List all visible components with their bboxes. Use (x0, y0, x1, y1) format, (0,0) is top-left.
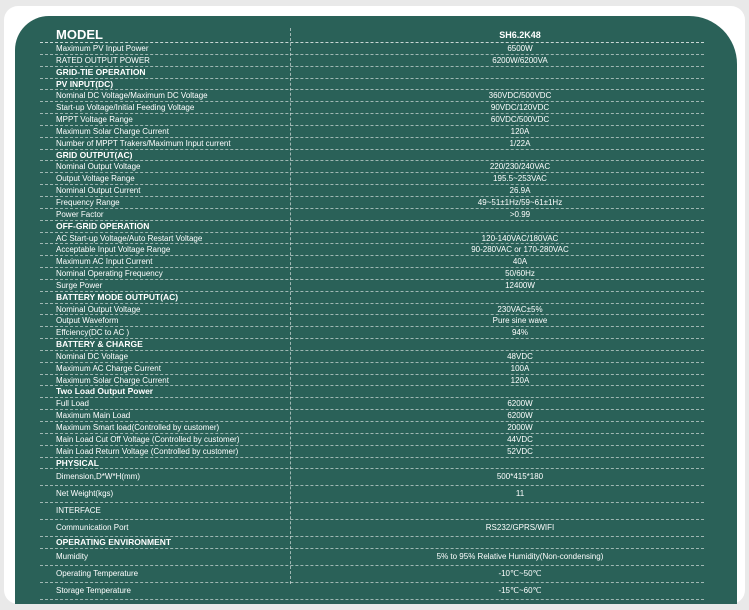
spec-label: Operating Temperature (56, 569, 139, 579)
spec-value: 2000W (507, 423, 533, 432)
model-value: SH6.2K48 (499, 30, 541, 40)
section-header-row (40, 150, 704, 162)
spec-label: Effciency(DC to AC ) (56, 328, 130, 338)
spec-row (40, 90, 704, 102)
spec-value: 11 (515, 489, 525, 499)
spec-row (40, 114, 704, 126)
spec-row (40, 102, 704, 114)
spec-value: 50/60Hz (505, 269, 535, 279)
spec-row (40, 315, 704, 327)
spec-value: 195.5~253VAC (493, 174, 547, 184)
spec-label: RATED OUTPUT POWER (56, 55, 150, 65)
spec-value: Pure sine wave (492, 316, 548, 326)
section-header-row (40, 339, 704, 351)
spec-value: 48VDC (507, 351, 533, 361)
spec-value: 6200W (507, 411, 533, 421)
spec-label: Number of MPPT Trakers/Maximum Input current (56, 138, 231, 148)
spec-value: >0.99 (509, 209, 531, 219)
spec-value: 500*415*180 (496, 472, 544, 482)
spec-row (40, 327, 704, 339)
spec-value: 40A (512, 257, 528, 267)
spec-row (40, 566, 704, 583)
spec-label: Main Load Cut Off Voltage (Controlled by customer) (56, 434, 240, 444)
section-title: GRID-TIE OPERATION (56, 66, 146, 77)
spec-row (40, 486, 704, 503)
section-title: BATTERY & CHARGE (56, 339, 143, 350)
spec-label: Nominal DC Voltage (56, 351, 129, 361)
section-header-row (40, 537, 704, 549)
spec-row (40, 233, 704, 245)
model-row (40, 28, 704, 43)
spec-label: Surge Power (56, 280, 103, 290)
spec-value: 230VAC±5% (497, 304, 543, 314)
section-title: Two Load Output Power (56, 386, 154, 397)
spec-rows (40, 43, 704, 600)
spec-label: Nominal Operating Frequency (56, 269, 163, 279)
spec-value: 44VDC (507, 434, 533, 444)
spec-row (40, 503, 704, 520)
spec-value: -15℃~60℃ (498, 586, 542, 596)
spec-row (40, 469, 704, 486)
spec-value: 90-280VAC or 170-280VAC (471, 245, 569, 255)
section-header-row (40, 79, 704, 91)
spec-row (40, 446, 704, 458)
spec-label: Start-up Voltage/Initial Feeding Voltage (56, 103, 195, 113)
spec-row (40, 280, 704, 292)
spec-row (40, 161, 704, 173)
spec-value: 220/230/240VAC (489, 162, 551, 172)
spec-value: 90VDC/120VDC (490, 103, 550, 113)
spec-row (40, 185, 704, 197)
spec-value: 1/22A (509, 138, 531, 148)
spec-row (40, 583, 704, 600)
spec-value: 120A (510, 375, 530, 385)
spec-value: 120-140VAC/180VAC (481, 233, 559, 243)
section-header-row (40, 67, 704, 79)
spec-label: Maximum AC Charge Current (56, 363, 161, 373)
spec-value: 5% to 95% Relative Humidity(Non-condensing) (436, 552, 604, 562)
spec-value: 26.9A (509, 186, 531, 196)
spec-label: Maximum Smart load(Controlled by customer) (56, 423, 220, 432)
spec-row (40, 363, 704, 375)
spec-label: Output Voltage Range (56, 174, 135, 184)
spec-value: 60VDC/500VDC (490, 115, 550, 125)
spec-row (40, 422, 704, 434)
spec-label: Dimension,D*W*H(mm) (56, 472, 141, 482)
spec-row (40, 410, 704, 422)
spec-row (40, 138, 704, 150)
section-title: GRID OUTPUT(AC) (56, 149, 133, 160)
spec-value: 94% (511, 328, 528, 338)
spec-row (40, 126, 704, 138)
spec-value: 49~51±1Hz/59~61±1Hz (477, 197, 563, 207)
section-header-row (40, 292, 704, 304)
spec-row (40, 55, 704, 67)
spec-label: INTERFACE (56, 506, 101, 516)
spec-value: 6500W (507, 44, 533, 53)
spec-label: Maximum Main Load (56, 411, 131, 421)
spec-row (40, 173, 704, 185)
spec-label: MPPT Voltage Range (56, 115, 133, 125)
spec-row (40, 375, 704, 387)
spec-row (40, 43, 704, 55)
spec-label: Nominal Output Voltage (56, 162, 141, 172)
spec-label: Nominal DC Voltage/Maximum DC Voltage (56, 91, 208, 101)
section-title: PV INPUT(DC) (56, 78, 114, 89)
spec-label: Communication Port (56, 523, 129, 533)
section-title: PHYSICAL (56, 457, 99, 468)
spec-label: Power Factor (56, 209, 104, 219)
section-title: BATTERY MODE OUTPUT(AC) (56, 291, 179, 302)
spec-label: Acceptable Input Voltage Range (56, 245, 171, 255)
spec-row (40, 209, 704, 221)
spec-value: 100A (510, 363, 530, 373)
spec-label: AC Start-up Voltage/Auto Restart Voltage (56, 233, 203, 243)
spec-label: Nominal Output Voltage (56, 304, 141, 314)
spec-row (40, 351, 704, 363)
spec-row (40, 268, 704, 280)
spec-label: Output Waveform (56, 316, 119, 326)
spec-row (40, 398, 704, 410)
spec-table (40, 28, 704, 600)
spec-row (40, 304, 704, 316)
spec-value: RS232/GPRS/WIFI (485, 523, 555, 533)
spec-row (40, 197, 704, 209)
spec-row (40, 256, 704, 268)
spec-value: 6200W (507, 399, 533, 409)
spec-value: 52VDC (507, 446, 533, 456)
spec-value: 12400W (505, 280, 535, 290)
spec-row (40, 549, 704, 566)
section-header-row (40, 221, 704, 233)
section-title: OPERATING ENVIRONMENT (56, 537, 172, 548)
spec-label: Frequency Range (56, 197, 120, 207)
spec-value: 360VDC/500VDC (488, 91, 552, 101)
model-label: MODEL (56, 27, 103, 42)
spec-label: Main Load Return Voltage (Controlled by customer) (56, 446, 239, 456)
spec-label: Nominal Output Current (56, 186, 141, 196)
spec-value: 6200W/6200VA (492, 55, 548, 65)
section-header-row (40, 386, 704, 398)
spec-row (40, 434, 704, 446)
spec-value: -10℃~50℃ (498, 569, 542, 579)
spec-label: Mumidity (56, 552, 89, 562)
spec-label: Maximum Solar Charge Current (56, 375, 169, 385)
spec-label: Net Weight(kgs) (56, 489, 114, 499)
spec-row (40, 520, 704, 537)
spec-label: Full Load (56, 399, 89, 409)
spec-row (40, 244, 704, 256)
section-title: OFF-GRID OPERATION (56, 220, 150, 231)
spec-label: Maximum Solar Charge Current (56, 126, 169, 136)
spec-value: 120A (510, 126, 530, 136)
spec-label: Maximum PV Input Power (56, 44, 149, 53)
spec-label: Storage Temperature (56, 586, 132, 596)
spec-label: Maximum AC Input Current (56, 257, 153, 267)
section-header-row (40, 458, 704, 470)
